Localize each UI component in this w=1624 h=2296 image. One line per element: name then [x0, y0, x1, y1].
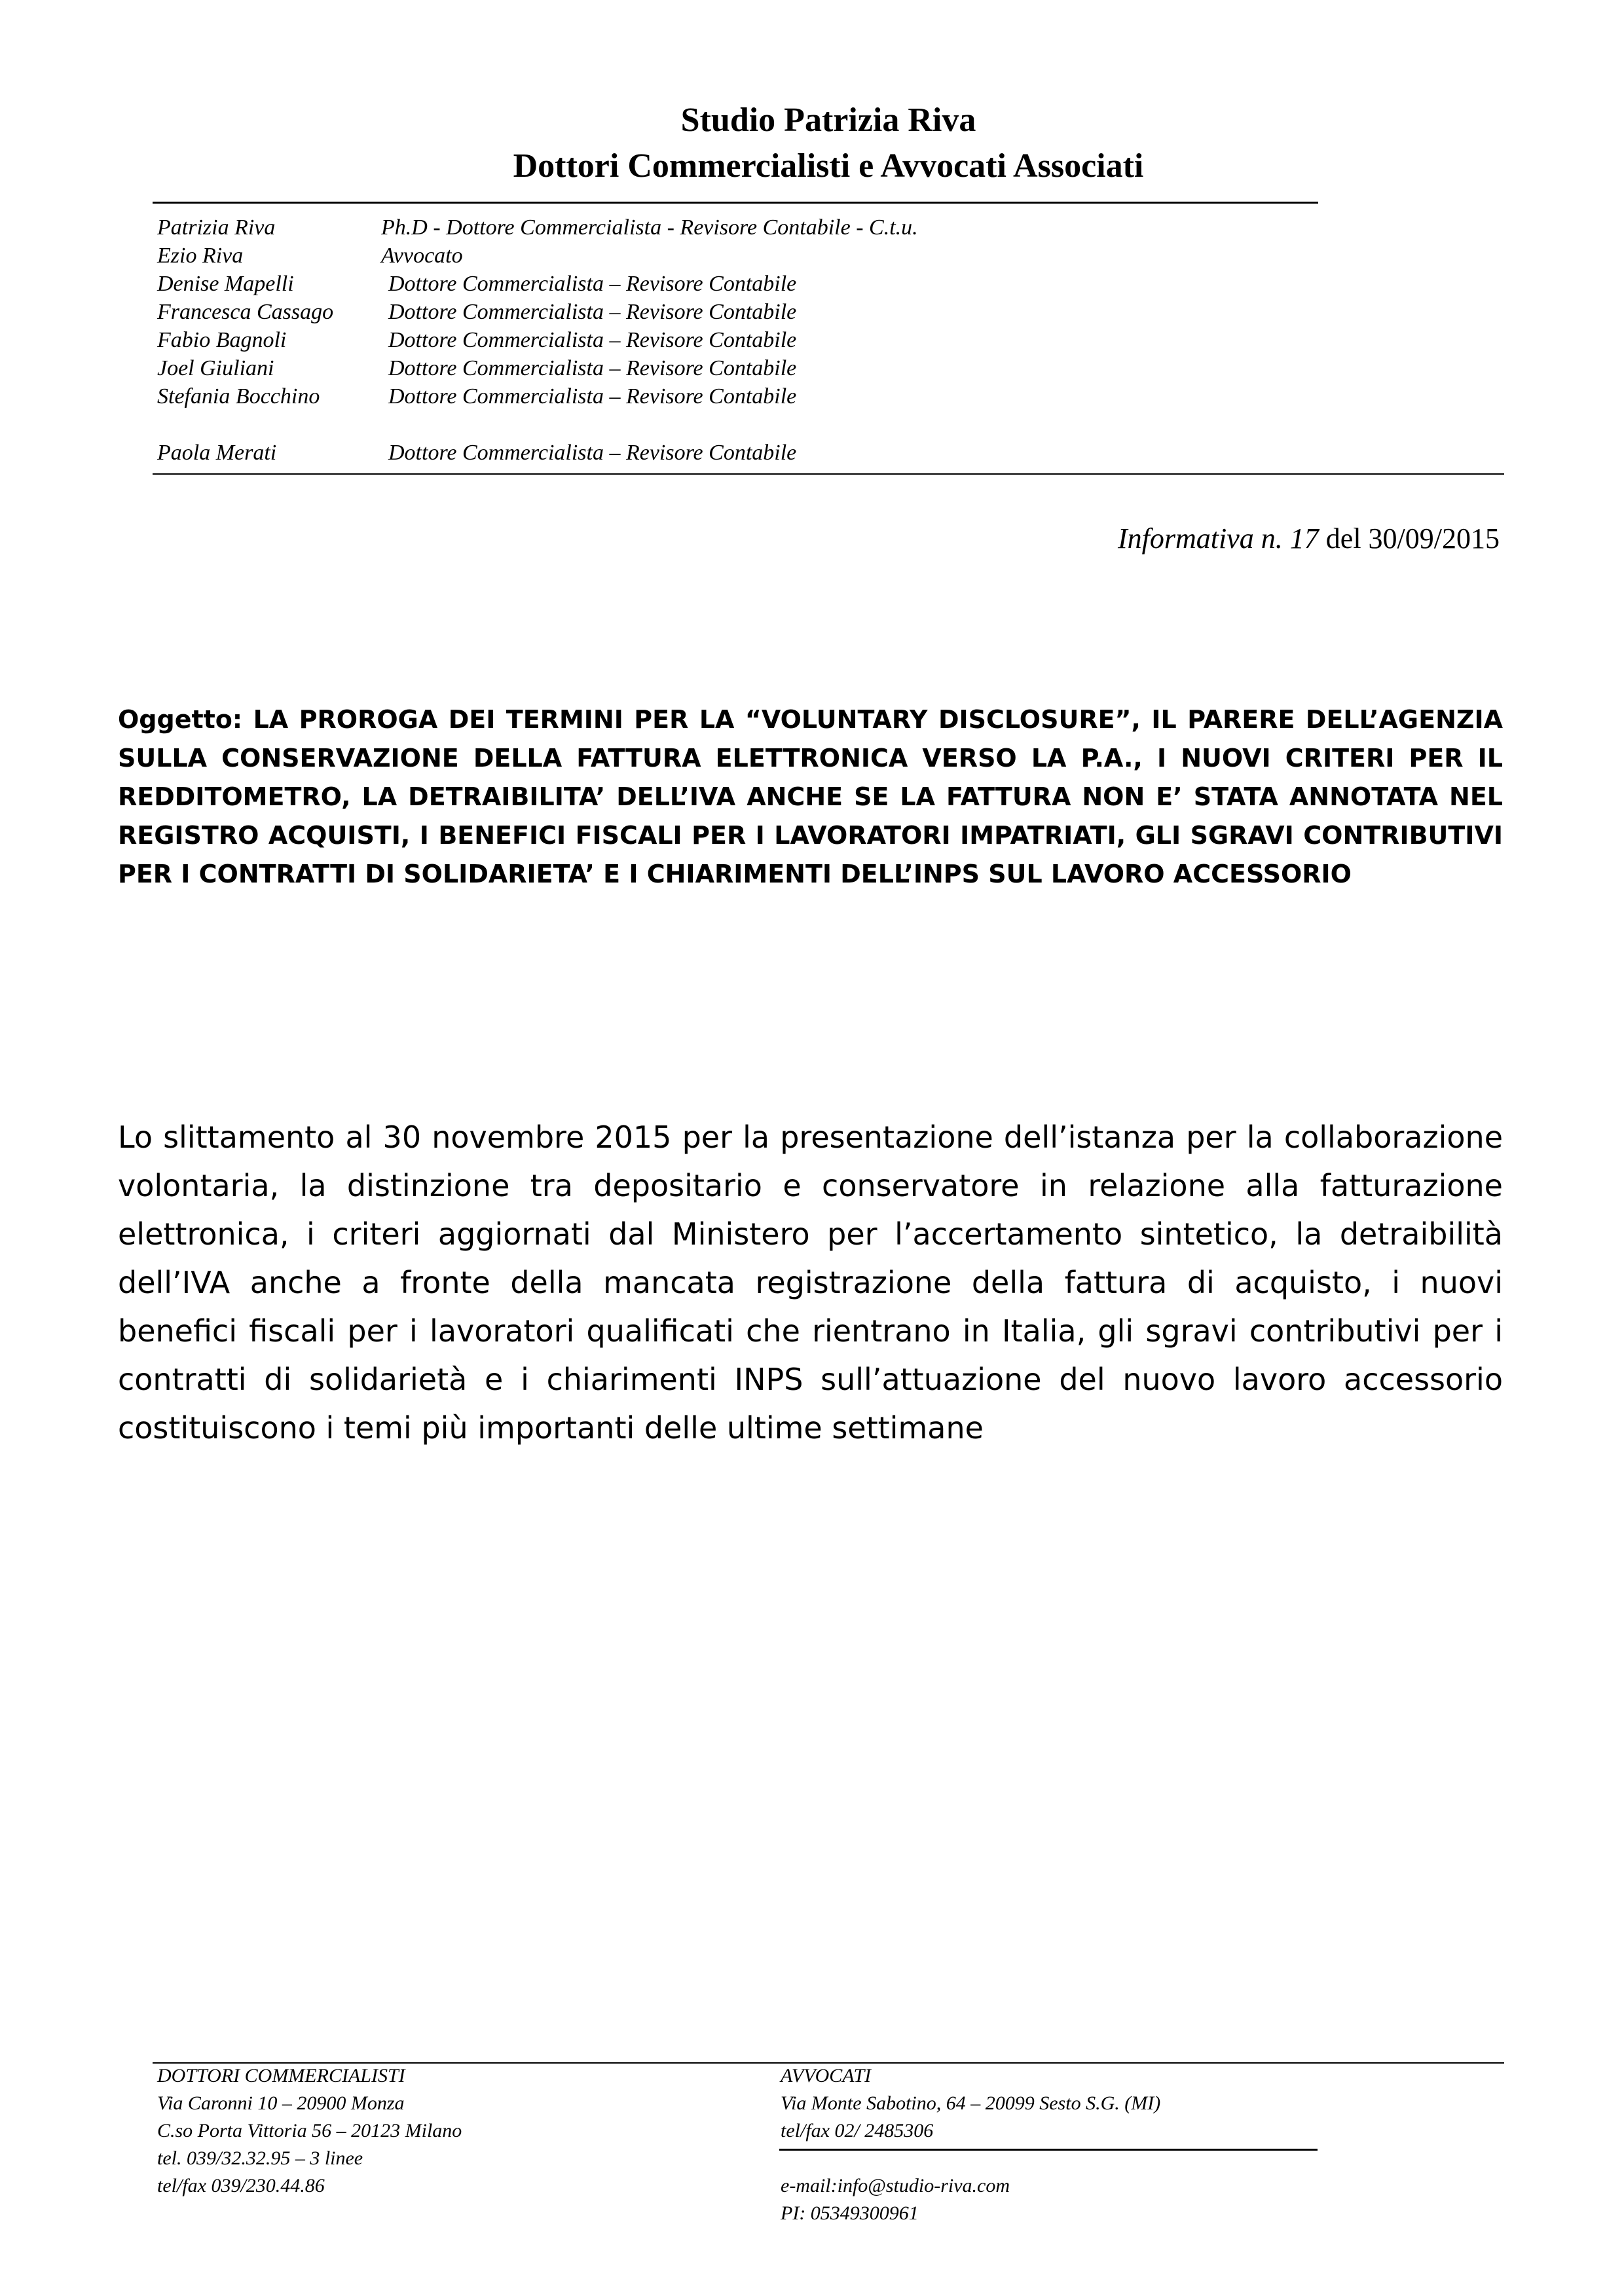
staff-name: Patrizia Riva: [157, 215, 276, 240]
staff-name: Paola Merati: [157, 441, 277, 465]
informativa-date: del 30/09/2015: [1325, 522, 1500, 555]
staff-name: Ezio Riva: [157, 244, 244, 268]
informativa-number: Informativa n. 17: [1118, 522, 1319, 555]
staff-role: Dottore Commercialista – Revisore Contabile: [388, 356, 797, 380]
footer-phone: tel. 039/32.32.95 – 3 linee: [157, 2147, 363, 2169]
footer-commercialisti: [157, 2062, 462, 2200]
staff-name: Fabio Bagnoli: [157, 328, 287, 352]
firm-name: Studio Patrizia Riva: [680, 101, 976, 139]
footer-email[interactable]: e-mail:info@studio-riva.com: [781, 2175, 1010, 2196]
staff-role: Dottore Commercialista – Revisore Contabile: [388, 441, 797, 465]
footer-heading: DOTTORI COMMERCIALISTI: [157, 2065, 405, 2086]
footer-vat: PI: 05349300961: [781, 2202, 919, 2224]
staff-role: Dottore Commercialista – Revisore Contabile: [388, 300, 797, 324]
staff-role: Dottore Commercialista – Revisore Contabile: [388, 384, 797, 409]
staff-name: Francesca Cassago: [157, 300, 334, 324]
staff-divider: [153, 473, 1504, 475]
header-divider: [153, 202, 1318, 204]
footer-phone: tel/fax 02/ 2485306: [781, 2120, 934, 2141]
footer-fax: tel/fax 039/230.44.86: [157, 2175, 325, 2196]
staff-role: Dottore Commercialista – Revisore Contabile: [388, 328, 797, 352]
staff-role: Dottore Commercialista – Revisore Contabile: [388, 272, 797, 296]
staff-name: Stefania Bocchino: [157, 384, 320, 409]
staff-name: Joel Giuliani: [157, 356, 274, 380]
footer-address: C.so Porta Vittoria 56 – 20123 Milano: [157, 2120, 462, 2141]
firm-subtitle: Dottori Commercialisti e Avvocati Associati: [513, 147, 1144, 185]
staff-role: Ph.D - Dottore Commercialista - Revisore Contabile - C.t.u.: [381, 215, 918, 240]
body-paragraph: Lo slittamento al 30 novembre 2015 per la presentazione dell’istanza per la collaborazione volontaria, la distinzione tra depositario e conservatore in relazione alla fatturazione elettronica, i criteri aggiornati dal Ministero per l’accertamento sintetico, la detraibilità dell’IVA anche a fronte della mancata registrazione della fattura di acquisto, i nuovi benefici fiscali per i lavoratori qualificati che rientrano in Italia, gli sgravi contributivi per i contratti di solidarietà e i chiarimenti INPS sull’attuazione del nuovo lavoro accessorio costituiscono i temi più importanti delle ultime settimane: [118, 1120, 1503, 1446]
informativa-reference: [1118, 519, 1500, 558]
staff-role: Avvocato: [381, 244, 463, 268]
staff-name: Denise Mapelli: [157, 272, 294, 296]
footer-avvocati: [781, 2062, 1160, 2227]
footer-heading: AVVOCATI: [781, 2065, 872, 2086]
footer-address: Via Monte Sabotino, 64 – 20099 Sesto S.G. (MI): [781, 2092, 1161, 2114]
footer-address: Via Caronni 10 – 20900 Monza: [157, 2092, 405, 2114]
footer-right-divider: [779, 2149, 1318, 2151]
subject-heading: Oggetto: LA PROROGA DEI TERMINI PER LA “VOLUNTARY DISCLOSURE”, IL PARERE DELL’AGENZIA SULLA CONSERVAZIONE DELLA FATTURA ELETTRONICA VERSO LA P.A., I NUOVI CRITERI PER IL REDDITOMETRO, LA DETRAIBILITA’ DELL’IVA ANCHE SE LA FATTURA NON E’ STATA ANNOTATA NEL REGISTRO ACQUISTI, I BENEFICI FISCALI PER I LAVORATORI IMPATRIATI, GLI SGRAVI CONTRIBUTIVI PER I CONTRATTI DI SOLIDARIETA’ E I CHIARIMENTI DELL’INPS SUL LAVORO ACCESSORIO: [118, 705, 1503, 888]
